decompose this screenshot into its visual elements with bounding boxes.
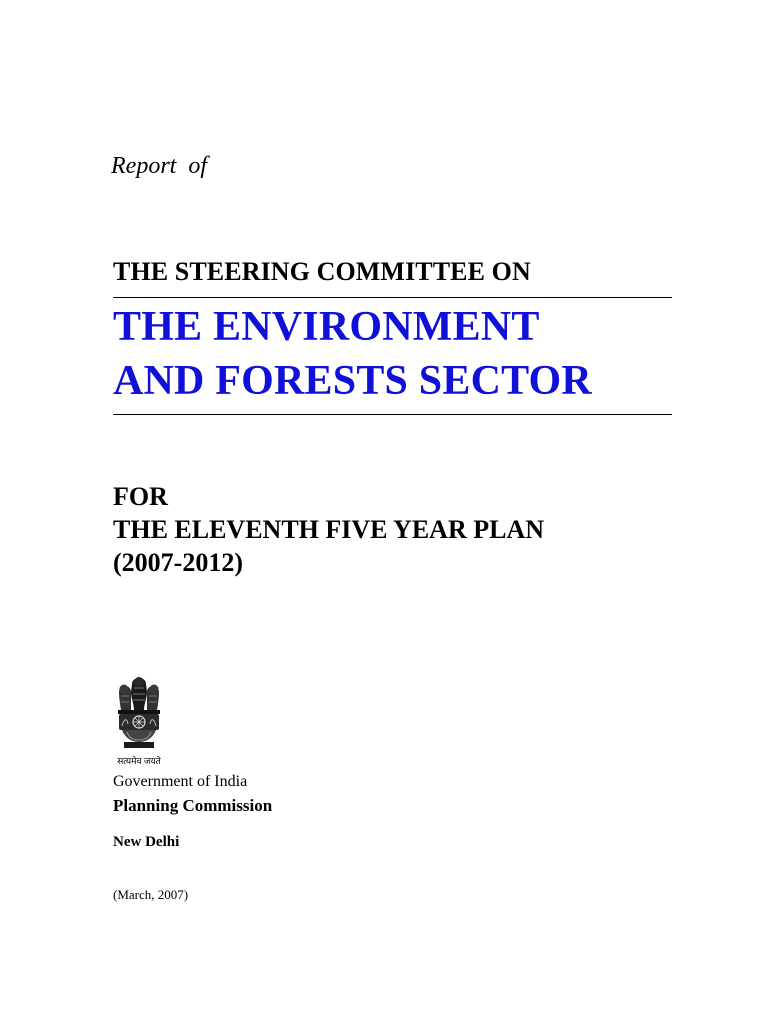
report-of-label: Report of xyxy=(111,153,207,179)
main-title xyxy=(113,300,592,408)
for-label: FOR xyxy=(113,482,168,511)
plan-name: THE ELEVENTH FIVE YEAR PLAN xyxy=(113,515,544,544)
state-emblem-icon xyxy=(114,670,164,764)
date-label: (March, 2007) xyxy=(113,887,189,902)
emblem-motto: सत्यमेव जयते xyxy=(117,756,161,766)
main-title-line-1: THE ENVIRONMENT xyxy=(113,304,540,350)
organization-label: Planning Commission xyxy=(113,796,273,815)
committee-heading: THE STEERING COMMITTEE ON xyxy=(113,257,531,286)
plan-block xyxy=(113,480,544,579)
government-label: Government of India xyxy=(113,773,248,790)
top-divider xyxy=(113,297,672,298)
bottom-divider xyxy=(113,414,672,415)
plan-years: (2007-2012) xyxy=(113,548,243,577)
main-title-line-2: AND FORESTS SECTOR xyxy=(113,358,592,404)
city-label: New Delhi xyxy=(113,834,180,850)
